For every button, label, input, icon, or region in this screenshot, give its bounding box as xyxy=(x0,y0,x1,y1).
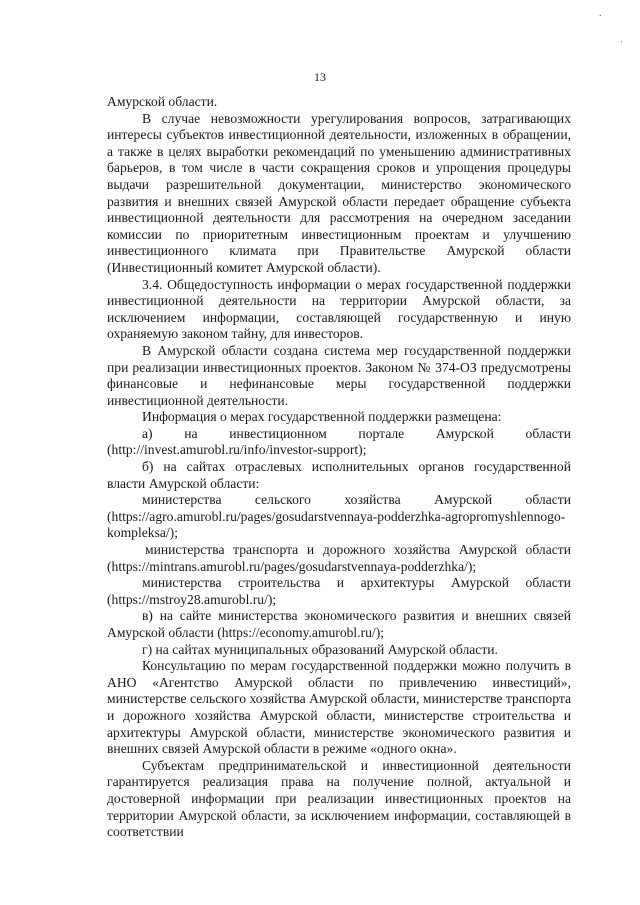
paragraph-continuation: Амурской области. xyxy=(107,94,218,109)
list-item-a: а) на инвестиционном портале Амурской области (http://invest.amurobl.ru/info/investor-support); xyxy=(107,425,571,458)
document-body xyxy=(107,94,571,841)
paragraph-info-placed: Информация о мерах государственной поддержки размещена: xyxy=(142,409,502,425)
list-item-mstroy: министерства строительства и архитектуры Амурской области (https://mstroy28.amurobl.ru/); xyxy=(107,575,571,607)
list-item-agro: министерства сельского хозяйства Амурской области (https://agro.amurobl.ru/pages/gosudarstvennaya-podderzhka-agropromyshlennogo-kompleksa/); xyxy=(107,492,571,541)
list-item-g: г) на сайтах муниципальных образований Амурской области. xyxy=(142,641,498,657)
list-item-v: в) на сайте министерства экономического развития и внешних связей Амурской области (https://economy.amurobl.ru/); xyxy=(107,608,571,640)
list-item-mintrans: министерства транспорта и дорожного хозяйства Амурской области (https://mintrans.amurobl.ru/pages/gosudarstvennaya-podderzhka/); xyxy=(107,542,571,574)
page-number: 13 xyxy=(314,70,326,84)
list-item-b: б) на сайтах отраслевых исполнительных органов государственной власти Амурской области: xyxy=(107,459,571,491)
corner-mark-side: ˈ xyxy=(620,40,624,51)
paragraph-support-system: В Амурской области создана система мер государственной поддержки при реализации инвестиционных проектов. Законом № 374-ОЗ предусмотрены финансовые и нефинансовые меры государственной поддержки инвестиционной деятельности. xyxy=(107,342,571,408)
paragraph-guarantee: Субъектам предпринимательской и инвестиционной деятельности гарантируется реализация права на получение полной, актуальной и достоверной информации при реализации инвестиционных проектов на территории Амурской области, за исключением информации, составляющей в соответствии xyxy=(107,757,571,840)
paragraph-section-3-4: 3.4. Общедоступность информации о мерах государственной поддержки инвестиционной деятельности на территории Амурской области, за исключением информации, составляющей государственную и иную охраняемую законом тайну, для инвесторов. xyxy=(107,276,571,342)
paragraph-consultation: Консультацию по мерам государственной поддержки можно получить в АНО «Агентство Амурской области по привлечению инвестиций», министерстве сельского хозяйства Амурской области, министерстве транспорта и дорожного хозяйства Амурской области, министерстве строительства и архитектуры Амурской области, министерстве экономического развития и внешних связей Амурской области в режиме «одного окна». xyxy=(107,658,571,757)
paragraph-unresolved-appeals: В случае невозможности урегулирования вопросов, затрагивающих интересы субъектов инвестиционной деятельности, изложенных в обращении, а также в целях выработки рекомендаций по уменьшению административных барьеров, в том числе в части сокращения сроков и упрощения процедуры выдачи разрешительной документации, министерство экономического развития и внешних связей Амурской области передает обращение субъекта инвестиционной деятельности для рассмотрения на очередном заседании комиссии по приоритетным инвестиционным проектам и улучшению инвестиционного климата при Правительстве Амурской области (Инвестиционный комитет Амурской области). xyxy=(107,110,571,275)
corner-mark-top: . xyxy=(599,8,602,19)
